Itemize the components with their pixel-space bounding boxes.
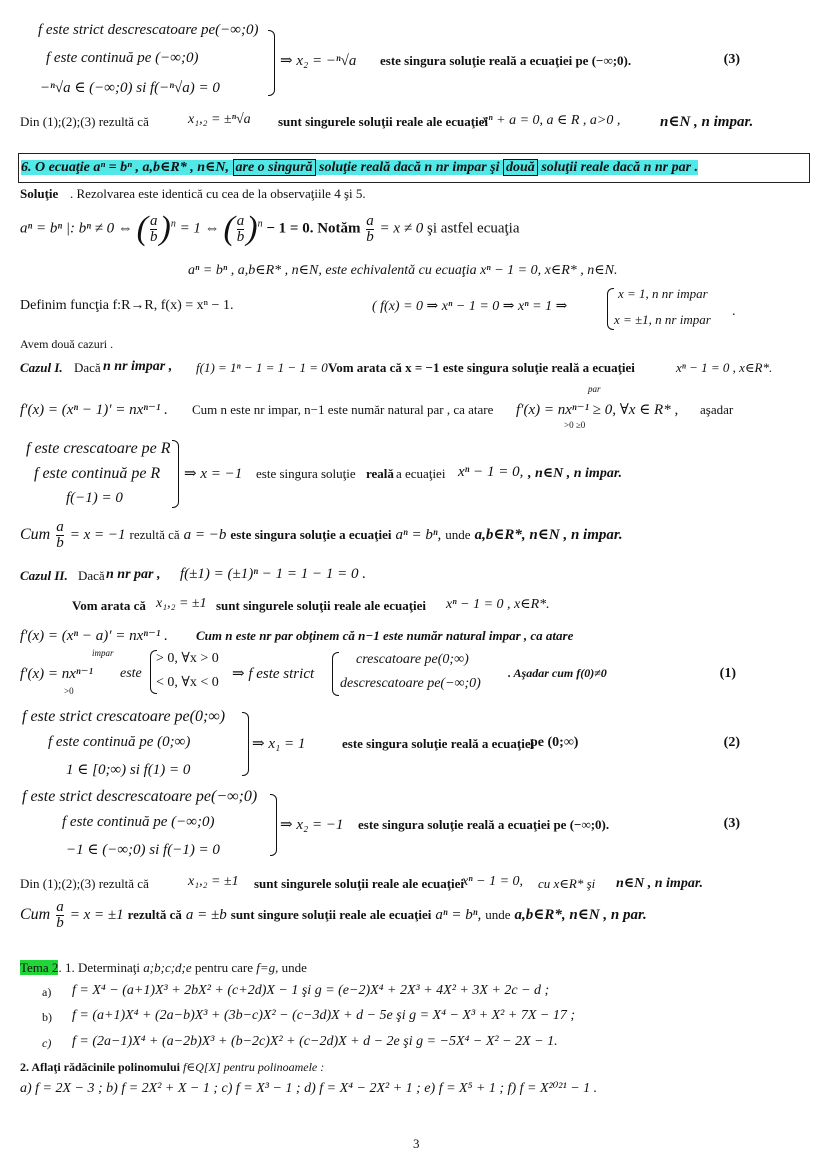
- exercise-b: f = (a+1)X⁴ + (2a−b)X³ + (3b−c)X² − (c−3d)X + d − 5e şi g = X⁴ − X³ + X² + 7X − 17 ;: [72, 1008, 575, 1023]
- highlight: 6. O ecuaţie aⁿ = bⁿ , a,b∈R* , n∈N,: [21, 160, 229, 175]
- line: f este strict crescatoare pe(0;∞): [22, 708, 226, 725]
- text: n nr impar ,: [103, 359, 173, 374]
- math: x₁,₂ = ±ⁿ√a: [188, 112, 251, 127]
- math: xⁿ − 1 = 0 , x∈R*.: [676, 360, 773, 375]
- text: este: [120, 666, 142, 681]
- observation-6-box: [18, 153, 810, 183]
- exercise-2-heading: [20, 1060, 324, 1075]
- math: f′(x) = (xⁿ − 1)′ = nxⁿ⁻¹ .: [20, 402, 168, 418]
- math: crescatoare pe(0;∞): [356, 652, 469, 667]
- equation-number: (2): [723, 735, 740, 750]
- line: f este continuă pe (0;∞): [48, 734, 191, 750]
- text: , unde: [275, 960, 307, 975]
- text: Cum: [20, 906, 51, 924]
- text: este singura soluţie reală a ecuaţiei pe (−∞;0).: [358, 817, 610, 832]
- math: f(±1) = (±1)ⁿ − 1 = 1 − 1 = 0 .: [180, 566, 366, 582]
- observation-6-text: [21, 159, 698, 176]
- line: f este continuă pe R: [34, 465, 161, 482]
- equation-line-1: aⁿ = bⁿ |: bⁿ ≠ 0 ⇔ ( $\frac{a}{b}$ )$^n$ = 1 ⇔ ( $\frac{a}{b}$ )$^n$ − 1 = 0. Notăm $\frac{a}{b}$ = x ≠ 0 şi astfel ecuaţia: [20, 210, 520, 247]
- math: xⁿ − 1 = 0,: [462, 874, 524, 889]
- implication: ⇒ x₁ = 1: [252, 736, 306, 752]
- math: x₁,₂ = ±1: [156, 596, 207, 611]
- highlight-framed: două: [503, 159, 538, 176]
- solution-label: Soluţie: [20, 186, 59, 201]
- math: x = ±1, n nr impar: [614, 312, 711, 327]
- text: Vom arata că x = −1 este singura soluţie reală a ecuaţiei: [328, 360, 635, 375]
- implication: ⇒ x₂ = −1: [280, 817, 344, 833]
- text: 2. Aflaţi rădăcinile polinomului: [20, 1060, 181, 1074]
- frac-den: b: [56, 915, 64, 931]
- math: a,b∈R*, n∈N , n impar.: [474, 527, 623, 544]
- cum-line-1: [20, 520, 623, 551]
- math: a = ±b: [185, 907, 227, 924]
- implication: ⇒ x = −1: [184, 466, 243, 482]
- math: > 0, ∀x > 0: [156, 651, 219, 666]
- text: Din (1);(2);(3) rezultă că: [20, 876, 149, 891]
- frac-den: b: [56, 535, 64, 551]
- equation-number: (3): [723, 52, 740, 67]
- right-brace: [268, 30, 275, 96]
- math: f′(x) = nxⁿ⁻¹: [20, 666, 94, 682]
- line: 1 ∈ [0;∞) si f(1) = 0: [66, 762, 191, 778]
- text: Cazul II.: [20, 568, 68, 583]
- math: aⁿ = bⁿ,: [435, 907, 482, 924]
- line: f este strict descrescatoare pe(−∞;0): [22, 788, 258, 805]
- highlight: şi: [490, 160, 500, 175]
- line: f este crescatoare pe R: [26, 440, 171, 457]
- text: Vom arata că: [72, 598, 146, 613]
- text: şi astfel ecuaţia: [427, 220, 520, 237]
- math: descrescatoare pe(−∞;0): [340, 676, 481, 691]
- text: sunt singure soluţii reale ale ecuaţiei: [230, 907, 432, 923]
- item-label: a): [42, 985, 52, 999]
- math: a,b∈R*, n∈N , n par.: [514, 907, 647, 924]
- frac-num: a: [56, 519, 64, 535]
- highlight: soluţii reale dacă n nr par .: [541, 160, 699, 175]
- item-label: b): [42, 1010, 52, 1024]
- text: Cum n este nr par obţinem că n−1 este număr natural impar , ca atare: [196, 628, 574, 643]
- exponent: n: [170, 218, 176, 230]
- item-label: c): [42, 1036, 52, 1050]
- math: = x = −1: [69, 527, 126, 544]
- text: Cum n este nr impar, n−1 este număr natural par , ca atare: [192, 402, 494, 417]
- math: = 1 ⇔: [179, 220, 220, 237]
- math: n∈N , n impar.: [616, 876, 704, 891]
- highlight: soluţie reală dacă n nr impar: [319, 160, 487, 175]
- left-brace: [607, 288, 614, 330]
- line: f(−1) = 0: [66, 490, 123, 506]
- left-brace: [332, 652, 339, 696]
- math: aⁿ = bⁿ,: [395, 527, 442, 544]
- equation-line-2: aⁿ = bⁿ , a,b∈R* , n∈N, este echivalentă cu ecuaţia xⁿ − 1 = 0, x∈R* , n∈N.: [188, 263, 618, 278]
- text: reală: [366, 466, 394, 481]
- text: sunt singurele soluţii reale ale ecuaţiei: [254, 876, 465, 891]
- math: a = −b: [183, 527, 227, 544]
- exercise-2-list: a) f = 2X − 3 ; b) f = 2X² + X − 1 ; c) f = X³ − 1 ; d) f = X⁴ − 2X² + 1 ; e) f = X⁵ + 1 ; f) f = X²⁰²¹ − 1 .: [20, 1081, 598, 1096]
- text: Notăm: [317, 220, 361, 237]
- text: este singura soluţie a ecuaţiei: [230, 527, 392, 543]
- text: sunt singurele soluţii reale ale ecuaţiei: [278, 114, 489, 129]
- text: rezultă că: [127, 907, 182, 923]
- math: = x ≠ 0: [379, 220, 424, 237]
- right-brace: [242, 712, 249, 776]
- cum-line-2: [20, 900, 647, 931]
- math: − 1 = 0.: [266, 220, 314, 237]
- exercise-a: f = X⁴ − (a+1)X³ + 2bX² + (c+2d)X − 1 şi g = (e−2)X⁴ + 2X³ + 4X² + 3X + 2c − d ;: [72, 983, 550, 998]
- text: cu x∈R* şi: [538, 876, 596, 891]
- equation-number: (3): [723, 816, 740, 831]
- text: Definim funcţia f:R→R, f(x) = xⁿ − 1.: [20, 298, 234, 313]
- text: n nr par ,: [106, 567, 161, 582]
- text: Din (1);(2);(3) rezultă că: [20, 114, 149, 129]
- math: aⁿ = bⁿ |: bⁿ ≠ 0 ⇔: [20, 220, 133, 237]
- text: pentru care: [194, 960, 253, 975]
- text: .: [732, 304, 736, 319]
- two-cases: Avem două cazuri .: [20, 337, 114, 351]
- math: ⇒ f este strict: [232, 666, 315, 682]
- text: aşadar: [700, 402, 734, 417]
- sub-annotation: >0: [64, 686, 74, 696]
- text: este singura soluţie reală a ecuaţiei: [342, 736, 535, 751]
- text: f=g: [256, 960, 276, 975]
- text: Dacă: [74, 360, 101, 375]
- text: , n∈N , n impar.: [528, 466, 623, 481]
- math: xⁿ − 1 = 0 , x∈R*.: [446, 597, 550, 612]
- homework-label: Tema 2: [20, 960, 59, 975]
- text: Dacă: [78, 568, 105, 583]
- text: . Aşadar cum f(0)≠0: [508, 666, 607, 680]
- block-top-line3: −ⁿ√a ∈ (−∞;0) si f(−ⁿ√a) = 0: [40, 80, 220, 96]
- text: sunt singurele soluţii reale ale ecuaţiei: [216, 598, 427, 613]
- text: pe (0;∞): [530, 735, 579, 750]
- frac-num: a: [149, 212, 158, 229]
- math: ( f(x) = 0 ⇒ xⁿ − 1 = 0 ⇒ xⁿ = 1 ⇒: [372, 299, 568, 314]
- solution-text: . Rezolvarea este identică cu cea de la observaţiile 4 şi 5.: [70, 186, 366, 201]
- sup-annotation: par: [588, 384, 601, 394]
- text: unde: [445, 527, 471, 543]
- text: a ecuaţiei: [396, 466, 446, 481]
- text: Cum: [20, 526, 51, 544]
- text: rezultă că: [129, 527, 180, 543]
- math: xⁿ + a = 0, a ∈ R , a>0 ,: [482, 113, 621, 128]
- frac-num: a: [56, 899, 64, 915]
- sub-annotation: >0 ≥0: [564, 420, 586, 430]
- math: x₁,₂ = ±1: [188, 874, 239, 889]
- block-top-line1: f este strict descrescatoare pe(−∞;0): [38, 22, 259, 38]
- line: f este continuă pe (−∞;0): [62, 814, 215, 830]
- text: Cazul I.: [20, 360, 63, 375]
- math: f′(x) = (xⁿ − a)′ = nxⁿ⁻¹ .: [20, 628, 168, 644]
- equation-number: (1): [719, 666, 736, 681]
- math: < 0, ∀x < 0: [156, 675, 219, 690]
- text: este singura soluţie: [256, 466, 356, 481]
- block-top-implication: ⇒ x₂ = −ⁿ√a: [280, 53, 357, 69]
- frac-den: b: [149, 228, 158, 245]
- right-brace: [172, 440, 179, 508]
- page-number: 3: [413, 1136, 420, 1151]
- math: f′(x) = nxⁿ⁻¹ ≥ 0, ∀x ∈ R* ,: [516, 402, 679, 418]
- math: x = 1, n nr impar: [618, 286, 708, 301]
- text: . 1. Determinaţi: [58, 960, 141, 975]
- math: = x = ±1: [69, 907, 124, 924]
- text: unde: [485, 907, 511, 923]
- block-top-line2: f este continuă pe (−∞;0): [46, 50, 199, 66]
- block-top-result: este singura soluţie reală a ecuaţiei pe (−∞;0).: [380, 53, 632, 68]
- right-brace: [270, 794, 277, 856]
- highlight-framed: are o singură: [233, 159, 316, 176]
- sup-annotation: impar: [92, 648, 114, 658]
- math: n∈N , n impar.: [660, 114, 754, 130]
- math: f(1) = 1ⁿ − 1 = 1 − 1 = 0 .: [196, 360, 335, 375]
- text: a;b;c;d;e: [143, 960, 192, 975]
- text: f∈Q[X] pentru polinoamele :: [183, 1060, 325, 1074]
- line: −1 ∈ (−∞;0) si f(−1) = 0: [66, 842, 220, 858]
- math: xⁿ − 1 = 0,: [458, 464, 524, 480]
- homework-heading: [20, 960, 307, 976]
- exercise-c: f = (2a−1)X⁴ + (a−2b)X³ + (b−2c)X² + (c−2d)X + d − 2e şi g = −5X⁴ − X² − 2X − 1.: [72, 1034, 558, 1049]
